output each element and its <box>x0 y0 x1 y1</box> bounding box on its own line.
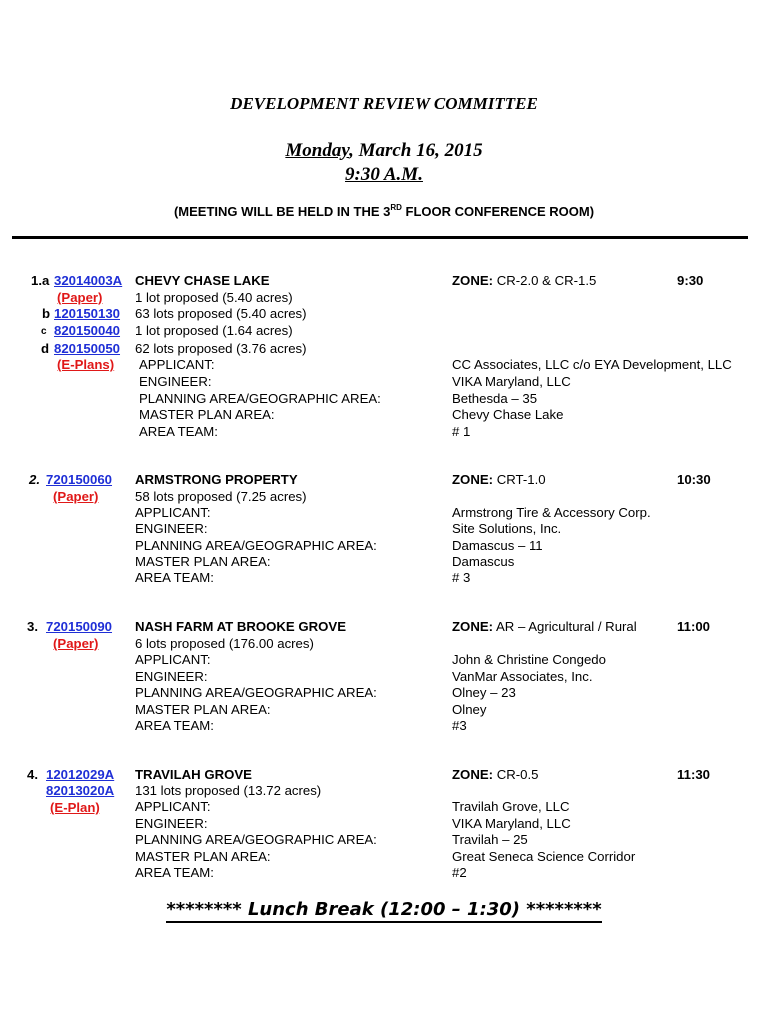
applicant-label: APPLICANT: <box>139 357 215 372</box>
project-name: ARMSTRONG PROPERTY <box>135 472 298 487</box>
paper-tag: (Paper) <box>53 636 99 651</box>
item-sub-mark: d <box>41 341 50 356</box>
area-team-label: AREA TEAM: <box>139 424 218 439</box>
item-number: 3. <box>27 619 38 634</box>
master-plan-label: MASTER PLAN AREA: <box>135 702 271 717</box>
eplans-tag: (E-Plans) <box>57 357 115 372</box>
lots-line: 58 lots proposed (7.25 acres) <box>135 489 307 504</box>
zone-label: ZONE: <box>452 273 494 288</box>
engineer-label: ENGINEER: <box>135 816 208 831</box>
zone-line <box>452 472 546 488</box>
master-plan-label: MASTER PLAN AREA: <box>135 849 271 864</box>
item-time: 11:30 <box>677 767 711 782</box>
meeting-day: Monday <box>285 140 350 161</box>
zone-line <box>452 767 538 783</box>
applicant-label: APPLICANT: <box>135 799 211 814</box>
engineer-label: ENGINEER: <box>135 669 208 684</box>
planning-value: Damascus – 11 <box>452 538 543 553</box>
planning-value: Bethesda – 35 <box>452 391 538 406</box>
project-name: NASH FARM AT BROOKE GROVE <box>135 619 347 634</box>
paper-tag: (Paper) <box>53 489 99 504</box>
zone-value: CRT-1.0 <box>496 472 546 487</box>
item-time: 10:30 <box>677 472 711 487</box>
lunch-break-text: ******** Lunch Break (12:00 – 1:30) ******** <box>166 899 601 923</box>
zone-label: ZONE: <box>452 767 494 782</box>
meeting-location-note <box>0 203 768 219</box>
applicant-value: Armstrong Tire & Accessory Corp. <box>452 505 651 520</box>
plan-link[interactable]: 820150040 <box>54 323 121 338</box>
item-sub-mark: c <box>41 326 47 337</box>
master-plan-value: Olney <box>452 702 487 717</box>
master-plan-label: MASTER PLAN AREA: <box>139 407 275 422</box>
lots-line: 63 lots proposed (5.40 acres) <box>135 306 307 321</box>
note-post: FLOOR CONFERENCE ROOM) <box>401 204 595 219</box>
eplans-tag: (E-Plan) <box>50 800 100 815</box>
applicant-value: Travilah Grove, LLC <box>452 799 570 814</box>
lots-line: 131 lots proposed (13.72 acres) <box>135 783 322 798</box>
master-plan-value: Damascus <box>452 554 515 569</box>
item-time: 9:30 <box>677 273 704 288</box>
lunch-break-banner <box>0 899 768 920</box>
header-divider <box>12 236 748 239</box>
master-plan-value: Chevy Chase Lake <box>452 407 564 422</box>
meeting-date <box>0 140 768 162</box>
item-number: 2. <box>29 472 40 487</box>
area-team-label: AREA TEAM: <box>135 718 214 733</box>
planning-value: Olney – 23 <box>452 685 516 700</box>
area-team-value: #3 <box>452 718 467 733</box>
engineer-value: VanMar Associates, Inc. <box>452 669 593 684</box>
plan-link[interactable]: 720150060 <box>46 472 113 487</box>
master-plan-value: Great Seneca Science Corridor <box>452 849 636 864</box>
note-pre: (MEETING WILL BE HELD IN THE 3 <box>173 204 391 219</box>
paper-tag: (Paper) <box>57 290 103 305</box>
engineer-value: VIKA Maryland, LLC <box>452 374 571 389</box>
area-team-label: AREA TEAM: <box>135 865 214 880</box>
area-team-value: #2 <box>452 865 467 880</box>
plan-link[interactable]: 32014003A <box>54 273 123 288</box>
item-sub-mark: b <box>42 306 51 321</box>
zone-value: CR-2.0 & CR-1.5 <box>496 273 597 288</box>
project-name: TRAVILAH GROVE <box>135 767 252 782</box>
engineer-value: VIKA Maryland, LLC <box>452 816 571 831</box>
lots-line: 62 lots proposed (3.76 acres) <box>135 341 307 356</box>
plan-link[interactable]: 82013020A <box>46 783 115 798</box>
planning-value: Travilah – 25 <box>452 832 528 847</box>
area-team-value: # 3 <box>452 570 471 585</box>
master-plan-label: MASTER PLAN AREA: <box>135 554 271 569</box>
project-name: CHEVY CHASE LAKE <box>135 273 270 288</box>
area-team-value: # 1 <box>452 424 471 439</box>
engineer-label: ENGINEER: <box>139 374 212 389</box>
item-number: 1.a <box>31 273 50 288</box>
plan-link[interactable]: 120150130 <box>54 306 121 321</box>
lots-line: 1 lot proposed (1.64 acres) <box>135 323 293 338</box>
item-time: 11:00 <box>677 619 711 634</box>
lots-line: 1 lot proposed (5.40 acres) <box>135 290 293 305</box>
planning-label: PLANNING AREA/GEOGRAPHIC AREA: <box>135 832 377 847</box>
meeting-date-text: , March 16, 2015 <box>349 140 483 161</box>
planning-label: PLANNING AREA/GEOGRAPHIC AREA: <box>135 685 377 700</box>
meeting-time-text: 9:30 A.M. <box>345 164 423 185</box>
applicant-label: APPLICANT: <box>135 652 211 667</box>
planning-label: PLANNING AREA/GEOGRAPHIC AREA: <box>139 391 381 406</box>
zone-line <box>452 273 596 289</box>
zone-value: AR – Agricultural / Rural <box>495 619 637 634</box>
zone-label: ZONE: <box>452 619 494 634</box>
lots-line: 6 lots proposed (176.00 acres) <box>135 636 314 651</box>
zone-value: CR-0.5 <box>496 767 539 782</box>
zone-label: ZONE: <box>452 472 494 487</box>
engineer-label: ENGINEER: <box>135 521 208 536</box>
zone-line <box>452 619 637 635</box>
meeting-time <box>0 164 768 186</box>
plan-link[interactable]: 12012029A <box>46 767 115 782</box>
applicant-label: APPLICANT: <box>135 505 211 520</box>
item-number: 4. <box>27 767 38 782</box>
applicant-value: CC Associates, LLC c/o EYA Development, LLC <box>452 357 732 372</box>
applicant-value: John & Christine Congedo <box>452 652 606 667</box>
engineer-value: Site Solutions, Inc. <box>452 521 562 536</box>
committee-title: DEVELOPMENT REVIEW COMMITTEE <box>230 94 538 113</box>
plan-link[interactable]: 820150050 <box>54 341 121 356</box>
planning-label: PLANNING AREA/GEOGRAPHIC AREA: <box>135 538 377 553</box>
plan-link[interactable]: 720150090 <box>46 619 113 634</box>
note-sup: RD <box>390 203 402 212</box>
area-team-label: AREA TEAM: <box>135 570 214 585</box>
